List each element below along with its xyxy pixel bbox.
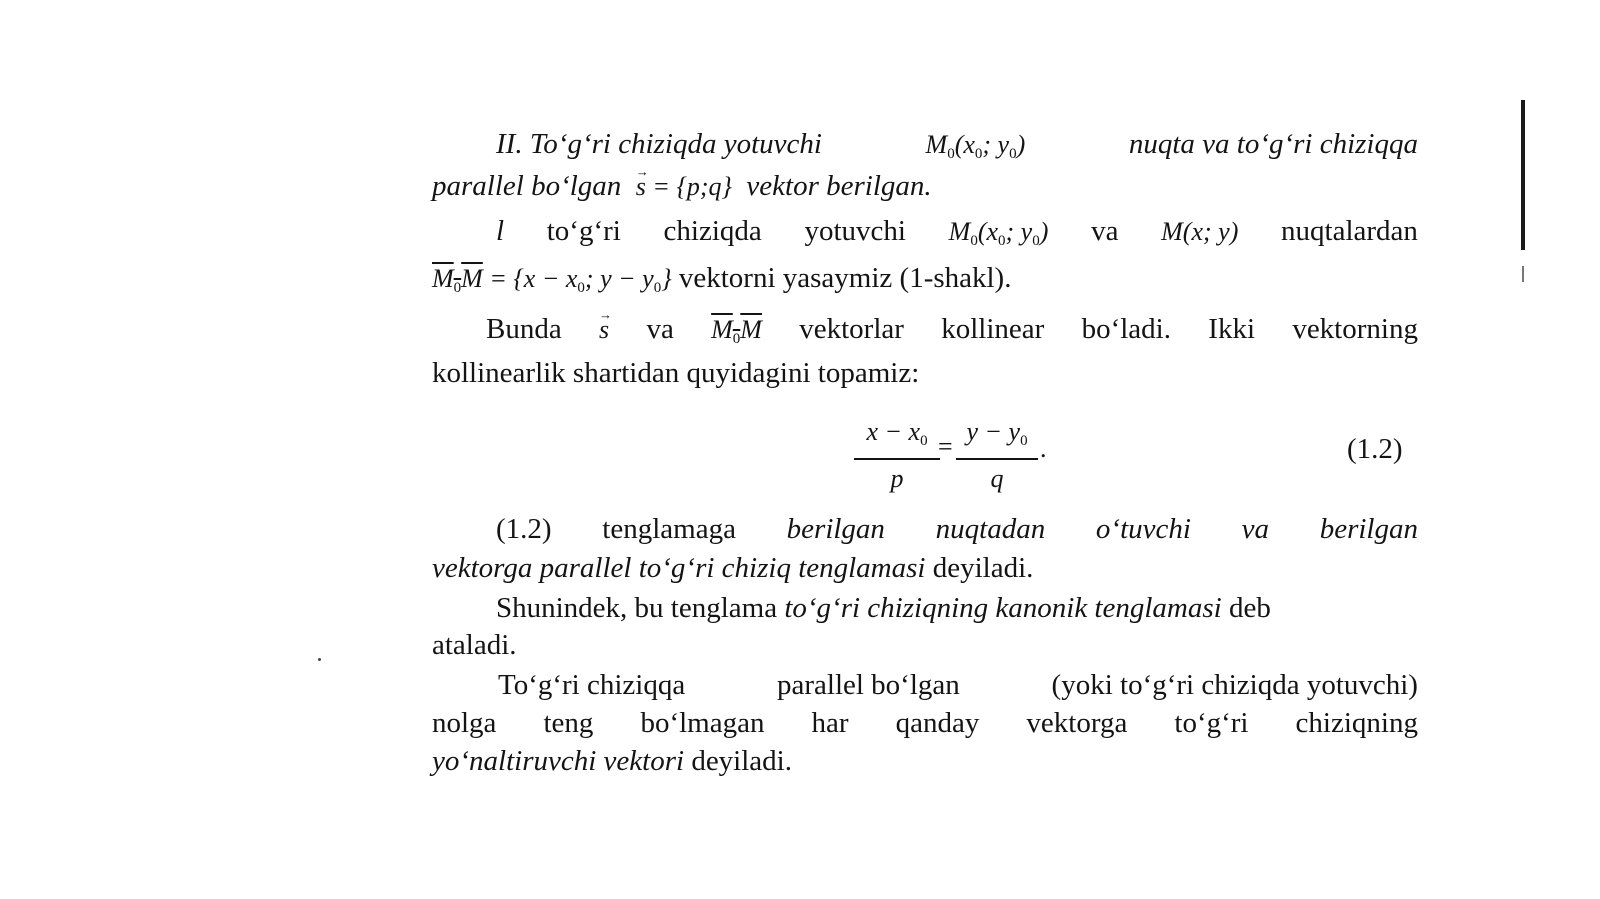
vector-m0m-end: M [740, 315, 762, 344]
paragraph-line-5 [486, 311, 1418, 357]
scan-speck [318, 658, 321, 661]
vector-s-value: = {p;q} [645, 172, 732, 201]
word: va [1241, 513, 1269, 545]
word: kollinear [941, 313, 1045, 345]
point-m-symbol: M [948, 217, 971, 246]
scan-edge-mark-small [1522, 266, 1524, 282]
definition-term: vektorga parallel to‘g‘ri chiziq tenglamasi [432, 552, 926, 584]
paragraph-line-11 [498, 667, 1418, 703]
line4-tail-text: vektorni yasaymiz (1-shakl). [678, 262, 1012, 294]
word: Bunda [486, 313, 562, 345]
vector-eq-open: = {x − x [482, 264, 578, 293]
word: nuqtadan [935, 513, 1046, 545]
point-args-open: (x [977, 217, 999, 246]
word: o‘tuvchi [1095, 513, 1191, 545]
paragraph-line-3 [496, 213, 1418, 259]
word: Ikki [1208, 313, 1256, 345]
point-x-subscript: 0 [998, 233, 1006, 249]
word: teng [543, 707, 594, 739]
point-args-close: ) [1039, 217, 1049, 246]
point-args-mid: ; y [982, 130, 1010, 159]
vector-x-subscript: 0 [577, 280, 585, 296]
point-x-subscript: 0 [974, 146, 983, 162]
vector-y-subscript: 0 [653, 280, 662, 296]
word: har [811, 707, 849, 739]
line2-lead-text: parallel bo‘lgan [432, 170, 622, 202]
equation-number: (1.2) [1347, 433, 1403, 465]
word: chiziqning [1295, 707, 1418, 739]
equals-sign: = [938, 432, 953, 461]
point-m-symbol: M [925, 130, 948, 159]
fraction-left [854, 418, 940, 496]
vector-eq-mid: ; y − y [584, 264, 654, 293]
fraction-right [956, 418, 1038, 496]
word-group: (yoki to‘g‘ri chiziqda yotuvchi) [1051, 669, 1418, 701]
point-m-formula: M(x; y) [1161, 217, 1239, 246]
point-args-mid: ; y [1005, 217, 1033, 246]
paragraph-line-4 [432, 260, 1418, 306]
word: nolga [432, 707, 497, 739]
fraction-left-numerator [854, 418, 940, 460]
vector-m0m-formula [432, 264, 672, 296]
paragraph-line-12 [432, 705, 1418, 741]
paragraph-line-13 [432, 743, 1418, 779]
vector-m0m-symbol [432, 264, 483, 296]
word-group: To‘g‘ri chiziqqa [498, 669, 686, 701]
fraction-right-denominator: q [990, 464, 1004, 493]
scan-edge-mark [1521, 100, 1525, 250]
line-l-symbol: l [496, 215, 505, 247]
numerator-text: y − y [966, 417, 1021, 446]
line9-tail-text: deb [1221, 592, 1271, 624]
point-args-open: (x [954, 130, 975, 159]
line8-tail-text: deyiladi. [925, 552, 1034, 584]
word: bo‘lmagan [640, 707, 765, 739]
word: vektorga [1026, 707, 1128, 739]
definition-term: yo‘naltiruvchi vektori [432, 745, 685, 777]
vector-eq-close: } [661, 264, 672, 293]
vector-m0m-subscript: 0 [732, 331, 741, 347]
word: berilgan [786, 513, 885, 545]
point-y-subscript: 0 [1009, 146, 1017, 162]
vector-m0m-end: M [461, 264, 483, 293]
paragraph-line-10: ataladi. [432, 629, 517, 661]
word: chiziqda [663, 215, 762, 247]
fraction-right-numerator [956, 418, 1038, 460]
word: berilgan [1319, 513, 1418, 545]
line9-lead-text: Shunindek, bu tenglama [496, 592, 785, 624]
word: va [1091, 215, 1119, 247]
word-group: parallel bo‘lgan [776, 669, 960, 701]
vector-m0m-start: M [711, 315, 733, 344]
word: (1.2) [496, 513, 552, 545]
vector-s-symbol: s → [599, 312, 609, 348]
vector-m0m-start: M [432, 264, 454, 293]
point-y-subscript: 0 [1032, 233, 1040, 249]
point-m0-formula [926, 127, 1026, 172]
paragraph-line-9 [496, 590, 1418, 626]
paragraph-line-6: kollinearlik shartidan quyidagini topamiz: [432, 357, 920, 389]
word: to‘g‘ri [546, 215, 621, 247]
definition-term: to‘g‘ri chiziqning kanonik tenglamasi [784, 592, 1222, 624]
word: va [646, 313, 674, 345]
paragraph-line-8 [432, 550, 1418, 586]
vector-m0m-symbol [711, 312, 762, 357]
word: vektorning [1292, 313, 1418, 345]
line2-tail-text: vektor berilgan. [746, 170, 932, 202]
heading-tail-text: nuqta va to‘g‘ri chiziqqa [1128, 128, 1418, 160]
paragraph-line-7 [496, 511, 1418, 547]
point-m0-formula [949, 214, 1049, 259]
word: bo‘ladi. [1081, 313, 1171, 345]
heading-line-2 [432, 168, 1418, 205]
point-args-close: ) [1016, 130, 1026, 159]
vector-s-symbol: s → [636, 169, 646, 205]
word: to‘g‘ri [1174, 707, 1249, 739]
word: vektorlar [799, 313, 904, 345]
vector-s-formula [636, 172, 732, 201]
word: nuqtalardan [1281, 215, 1418, 247]
point-m-subscript: 0 [947, 146, 955, 162]
point-m-subscript: 0 [970, 233, 978, 249]
word: tenglamaga [602, 513, 736, 545]
numerator-subscript: 0 [920, 433, 928, 449]
heading-lead-text: II. To‘g‘ri chiziqda yotuvchi [496, 128, 822, 160]
line13-tail-text: deyiladi. [684, 745, 792, 777]
fraction-left-denominator: p [890, 464, 904, 493]
word: qanday [895, 707, 980, 739]
equation-period: . [1040, 434, 1047, 463]
heading-line-1 [496, 126, 1418, 172]
numerator-text: x − x [866, 417, 921, 446]
vector-m0m-subscript: 0 [453, 280, 462, 296]
numerator-subscript: 0 [1020, 433, 1028, 449]
word: yotuvchi [804, 215, 906, 247]
